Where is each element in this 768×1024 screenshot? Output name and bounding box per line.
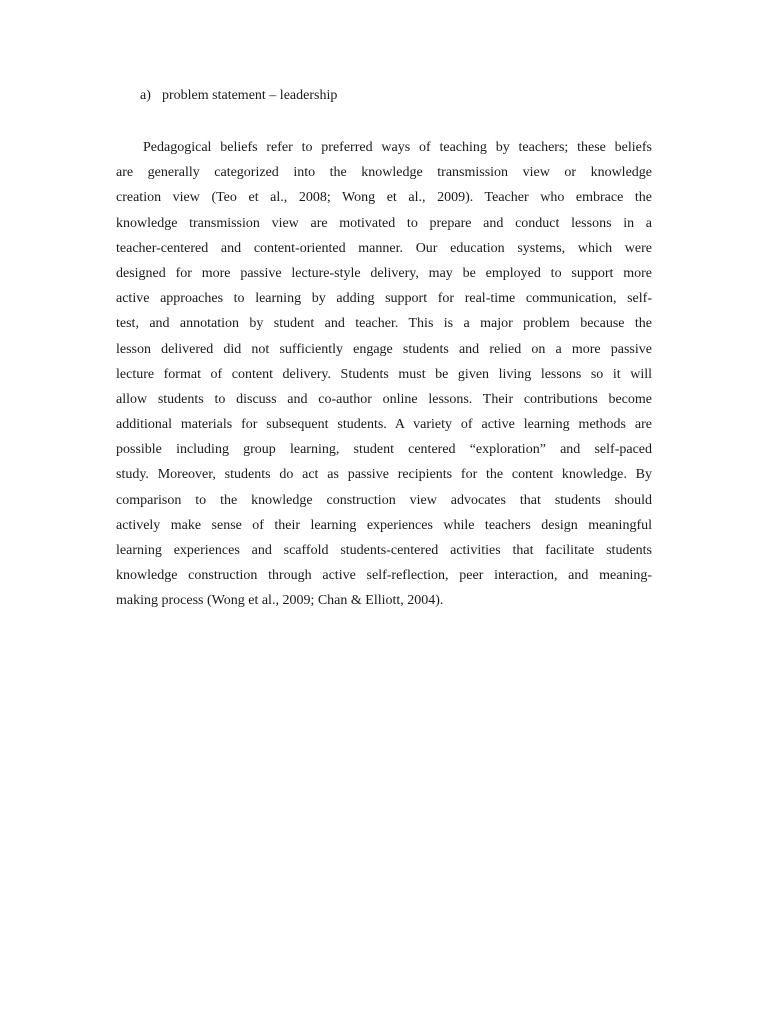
paragraph-line: test, and annotation by student and teacher. This is a major problem because the: [116, 316, 652, 332]
paragraph-line: additional materials for subsequent students. A variety of active learning methods are: [116, 417, 652, 433]
paragraph-line: creation view (Teo et al., 2008; Wong et al., 2009). Teacher who embrace the: [116, 190, 652, 206]
paragraph-line: knowledge transmission view are motivated to prepare and conduct lessons in a: [116, 215, 652, 231]
paragraph-line: active approaches to learning by adding support for real-time communication, self-: [116, 291, 652, 307]
paragraph-line: Pedagogical beliefs refer to preferred ways of teaching by teachers; these beliefs: [143, 140, 652, 155]
paragraph-line: making process (Wong et al., 2009; Chan & Elliott, 2004).: [116, 593, 444, 609]
paragraph-line: lesson delivered did not sufficiently engage students and relied on a more passive: [116, 341, 652, 357]
paragraph-line: allow students to discuss and co-author online lessons. Their contributions become: [116, 391, 652, 407]
paragraph-line: lecture format of content delivery. Students must be given living lessons so it will: [116, 366, 652, 382]
paragraph-line: actively make sense of their learning experiences while teachers design meaningful: [116, 517, 652, 533]
section-heading: [140, 86, 337, 106]
list-marker: a): [140, 88, 151, 103]
paragraph-line: designed for more passive lecture-style delivery, may be employed to support more: [116, 265, 652, 281]
paragraph-line: knowledge construction through active self-reflection, peer interaction, and meaning-: [116, 568, 652, 584]
paragraph-line: teacher-centered and content-oriented manner. Our education systems, which were: [116, 240, 652, 256]
section-heading-text: problem statement – leadership: [162, 88, 338, 103]
paragraph-line: study. Moreover, students do act as passive recipients for the content knowledge. By: [116, 467, 652, 483]
paragraph-line: comparison to the knowledge construction view advocates that students should: [116, 492, 652, 508]
body-paragraph: [116, 135, 652, 614]
paragraph-line: are generally categorized into the knowledge transmission view or knowledge: [116, 165, 652, 181]
paragraph-line: learning experiences and scaffold students-centered activities that facilitate students: [116, 543, 652, 558]
paragraph-line: possible including group learning, student centered “exploration” and self-paced: [116, 442, 652, 458]
